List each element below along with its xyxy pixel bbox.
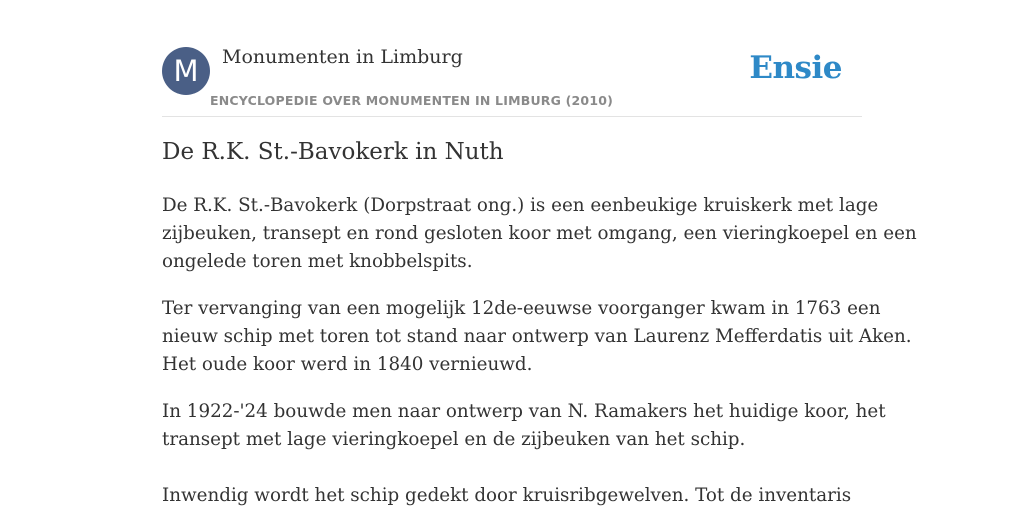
paragraph-3 — [162, 398, 886, 454]
source-avatar[interactable]: M — [162, 47, 210, 95]
text-line: ongelede toren met knobbelspits. — [162, 251, 473, 272]
paragraph-1 — [162, 192, 917, 276]
article-title: De R.K. St.-Bavokerk in Nuth — [162, 139, 504, 165]
source-header — [162, 0, 862, 117]
text-line: Ter vervanging van een mogelijk 12de-eeuwse voorganger kwam in 1763 een — [162, 298, 881, 319]
article-container — [162, 0, 917, 506]
text-line: Het oude koor werd in 1840 vernieuwd. — [162, 354, 533, 375]
text-line: transept met lage vieringkoepel en de zijbeuken van het schip. — [162, 429, 746, 450]
source-title-link[interactable]: Monumenten in Limburg — [222, 46, 463, 68]
text-line: zijbeuken, transept en rond gesloten koor met omgang, een vieringkoepel en een — [162, 223, 917, 244]
source-subtitle: ENCYCLOPEDIE OVER MONUMENTEN IN LIMBURG (2010) — [210, 93, 614, 108]
ensie-logo-link[interactable]: Ensie — [749, 50, 842, 86]
text-line: Inwendig wordt het schip gedekt door kruisribgewelven. Tot de inventaris — [162, 485, 852, 506]
text-line: nieuw schip met toren tot stand naar ontwerp van Laurenz Mefferdatis uit Aken. — [162, 326, 912, 347]
paragraph-4 — [162, 482, 862, 510]
article-body — [162, 192, 917, 529]
text-line: In 1922-'24 bouwde men naar ontwerp van N. Ramakers het huidige koor, het — [162, 401, 886, 422]
paragraph-2 — [162, 295, 912, 379]
text-line: De R.K. St.-Bavokerk (Dorpstraat ong.) is een eenbeukige kruiskerk met lage — [162, 195, 879, 216]
